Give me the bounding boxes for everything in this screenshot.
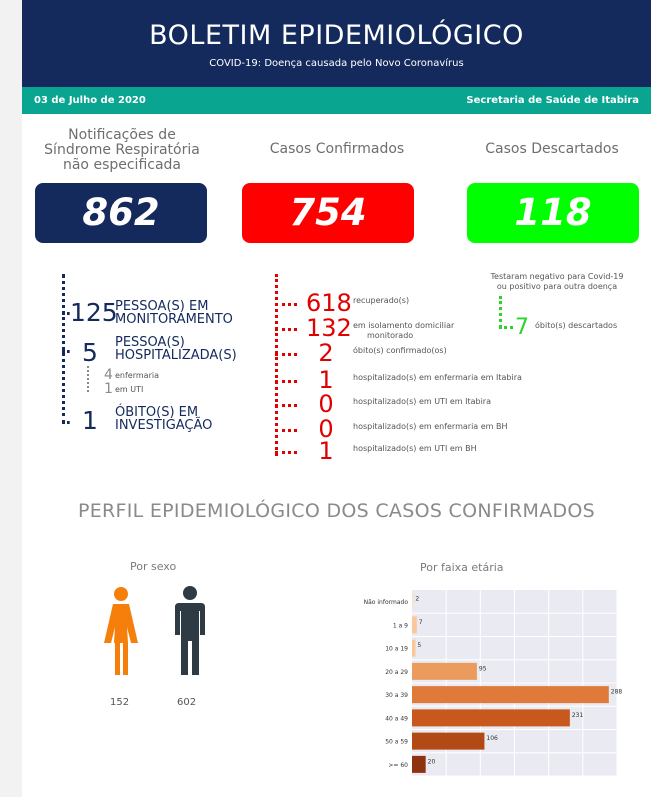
confirmed-item-value: 2 [318, 339, 334, 367]
deaths-investigation-count: 1 [82, 406, 98, 435]
age-category-label: 10 a 19 [385, 645, 408, 653]
notifications-title-line: Notificações de [68, 127, 176, 143]
connector-tick [62, 421, 70, 424]
icu-label: em UTI [115, 385, 144, 394]
confirmed-total-box: 754 [242, 183, 414, 243]
discarded-deaths-value: 7 [515, 315, 529, 340]
notifications-total-box: 862 [35, 183, 207, 243]
confirmed-connector-tick [275, 328, 297, 331]
confirmed-connector-tick [275, 429, 297, 432]
discarded-note-line: ou positivo para outra doença [496, 282, 618, 291]
discarded-connector-tick [499, 326, 513, 329]
ward-label: enfermaria [115, 371, 159, 380]
profile-title: PERFIL EPIDEMIOLÓGICO DOS CASOS CONFIRMADOS [77, 500, 596, 522]
deaths-investigation-label-1: ÓBITO(S) EM [115, 405, 199, 420]
confirmed-connector-tick [275, 353, 297, 356]
confirmed-connector-tick [275, 404, 297, 407]
age-category-label: 30 a 39 [385, 692, 408, 700]
hospitalized-count: 5 [82, 338, 98, 367]
deaths-investigation-label-2: INVESTIGAÇÃO [115, 418, 213, 433]
confirmed-item-label: hospitalizado(s) em enfermaria em BH [353, 422, 508, 431]
bulletin-date: 03 de Julho de 2020 [34, 95, 146, 106]
age-bar [412, 616, 417, 633]
age-value-label: 20 [427, 758, 436, 766]
confirmed-item-value: 0 [318, 415, 334, 443]
male-count: 602 [177, 697, 197, 708]
page-title: BOLETIM EPIDEMIOLÓGICO [149, 20, 524, 51]
confirmed-connector-tick [275, 303, 297, 306]
bulletin-page [22, 0, 651, 797]
confirmed-item-label: óbito(s) confirmado(os) [353, 346, 447, 355]
confirmed-connector-tick [275, 451, 297, 454]
info-band [22, 87, 651, 114]
age-bar-chart [322, 586, 622, 778]
male-icon [172, 585, 208, 677]
notifications-title-line: não especificada [62, 157, 182, 173]
connector-tick [62, 312, 70, 315]
discarded-note-line: Testaram negativo para Covid-19 [490, 272, 624, 281]
discarded-deaths-label: óbito(s) descartados [535, 321, 618, 330]
confirmed-item-label: em isolamento domiciliar [353, 321, 455, 330]
page-subtitle: COVID-19: Doença causada pelo Novo Coronavírus [209, 58, 464, 69]
notifications-connector [62, 274, 65, 424]
age-bar [412, 593, 413, 610]
notifications-title-line: Síndrome Respiratória [44, 142, 200, 158]
age-value-label: 5 [417, 642, 422, 650]
confirmed-item-value: 0 [318, 390, 334, 418]
age-bar [412, 709, 570, 726]
confirmed-title: Casos Confirmados [269, 141, 405, 157]
discarded-title: Casos Descartados [485, 141, 619, 157]
age-category-label: 1 a 9 [392, 622, 408, 630]
confirmed-item-value: 132 [306, 314, 352, 342]
discarded-note [462, 272, 651, 292]
header [22, 0, 651, 87]
confirmed-item-label: hospitalizado(s) em UTI em Itabira [353, 397, 491, 406]
female-count: 152 [110, 697, 130, 708]
hospitalized-label-1: PESSOA(S) [115, 335, 185, 350]
monitoring-count: 125 [70, 298, 118, 327]
ward-count: 4 [104, 367, 113, 383]
confirmed-item-label: hospitalizado(s) em enfermaria em Itabira [353, 373, 522, 382]
age-category-label: 40 a 49 [385, 715, 408, 723]
confirmed-item-label-line2: monitorado [367, 331, 414, 340]
confirmed-item-value: 1 [318, 437, 334, 465]
confirmed-item-value: 618 [306, 289, 352, 317]
age-value-label: 231 [571, 711, 584, 719]
age-bar [412, 663, 477, 680]
confirmed-item-label: hospitalizado(s) em UTI em BH [353, 444, 477, 453]
hospitalized-label-2: HOSPITALIZADA(S) [115, 348, 237, 363]
discarded-total-box: 118 [467, 183, 639, 243]
age-bar [412, 640, 415, 657]
hospitalized-connector [87, 366, 89, 392]
age-chart-title: Por faixa etária [420, 561, 504, 574]
age-value-label: 95 [478, 665, 487, 673]
confirmed-item-value: 1 [318, 366, 334, 394]
notifications-title [32, 128, 212, 173]
organization-name: Secretaria de Saúde de Itabira [466, 95, 639, 106]
age-value-label: 106 [486, 735, 498, 743]
age-category-label: Não informado [363, 599, 408, 607]
age-category-label: 20 a 29 [385, 668, 408, 676]
age-value-label: 7 [418, 618, 423, 626]
monitoring-label-2: MONITORAMENTO [115, 312, 233, 327]
confirmed-connector-tick [275, 380, 297, 383]
monitoring-label-1: PESSOA(S) EM [115, 299, 209, 314]
confirmed-item-label: recuperado(s) [353, 296, 410, 305]
connector-tick [62, 350, 70, 353]
age-bar [412, 733, 484, 750]
age-value-label: 288 [610, 688, 622, 696]
age-category-label: >= 60 [388, 761, 408, 769]
age-category-label: 50 a 59 [385, 738, 408, 746]
female-icon [102, 585, 142, 677]
age-value-label: 2 [415, 595, 420, 603]
discarded-connector [499, 296, 502, 328]
icu-count: 1 [104, 381, 113, 397]
sex-chart-title: Por sexo [130, 560, 177, 573]
age-bar [412, 686, 609, 703]
age-bar [412, 756, 426, 773]
